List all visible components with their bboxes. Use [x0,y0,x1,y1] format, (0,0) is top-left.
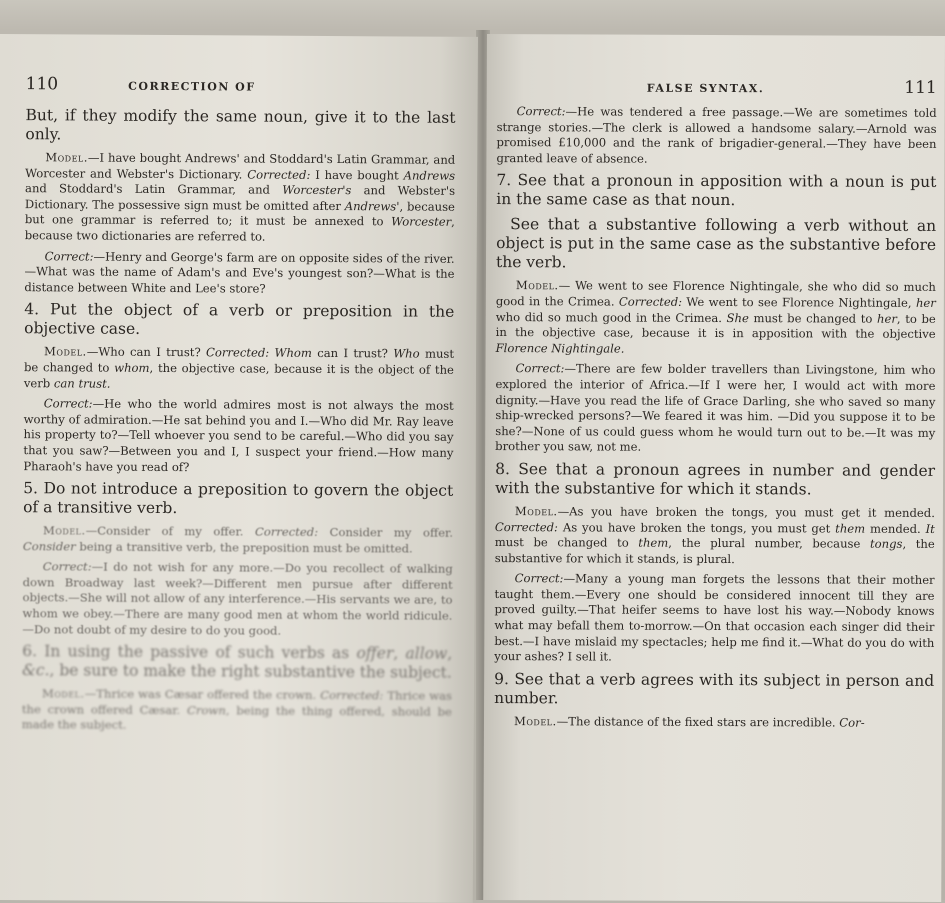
left-page [0,34,478,903]
model-paragraph: Model.—Who can I trust? Corrected: Whom can I trust? Who must be changed to whom, the objective case, because it is the object of the verb can trust. [23,344,455,391]
rule-text: But, if they modify the same noun, give it to the last only. [25,106,456,144]
model-paragraph: Model.—The distance of the fixed stars are incredible. Cor- [513,713,865,730]
page-number: 110 [25,74,59,95]
correct-paragraph: Correct:—Henry and George's farm are on opposite sides of the river.—What was the name of Adam's and Eve's youngest son?—What is the distance between White and Lee's store? [24,248,455,296]
rule-9: 9. See that a verb agrees with its subject in person and number. [494,669,935,708]
rule-5: 5. Do not introduce a preposition to govern the object of a transitive verb. [23,479,454,518]
model-paragraph: Model.—As you have broken the tongs, you must get it mended. Corrected: As you have broken the tongs, you must get them mended. It must be changed to them, the plural number, because tongs, the substantive for which it stands, is plural. [494,504,935,566]
rule-6: 6. In using the passive of such verbs as offer, allow, &c., be sure to make the right substantive the subject. [22,642,453,683]
rule-8: 8. See that a pronoun agrees in number and gender with the substantive for which it stands. [494,459,936,499]
rule-7: 7. See that a pronoun in apposition with a noun is put in the same case as that noun. [496,171,937,210]
correct-paragraph: Correct:—Many a young man forgets the lessons that their mother taught them.—Every one should be considered innocent till they are proved guilty.—That heifer seems to have lost his way.—Nobody knows what may befall them to-morrow.—On that occasion each singer did their best.—I have mislaid my spectacles; help me find it.—What do you do with your ashes? I sell it. [494,571,935,664]
correct-paragraph: Correct:—I do not wish for any more.—Do you recollect of walking down Broadway last week?—Different men pursue after different objects.—She will not allow of any interference.—His servants we are, to whom we obey.—There are many good men at whom the world ridicule.—Do not doubt of my desire to do you good. [22,559,453,638]
correct-paragraph: Correct:—He was tendered a free passage.—We are sometimes told strange stories.—The clerk is allowed a handsome salary.—Arnold was promised £10,000 and the rank of brigadier-general.—They have been granted leave of absence. [496,104,937,166]
correct-paragraph: Correct:—He who the world admires most is not always the most worthy of admiration.—He sat behind you and I.—Who did Mr. Ray leave his property to?—Tell whoever you send to be careful.—Who did you say that you saw?—Between you and I, I suspect your friend.—How many Pharaoh's have you read of? [23,396,454,474]
left-page-header [26,74,456,97]
running-head: FALSE SYNTAX. [646,81,765,96]
model-paragraph: Model.— We went to see Florence Nightingale, she who did so much good in the Crimea. Corrected: We went to see Florence Nightingale, her who did so much good in the Crimea. She must be changed to her, to be in the objective case, because it is in apposition with the objective Florence Nightingale. [495,278,936,356]
right-page [483,34,945,902]
right-page-header [497,76,937,98]
page-number: 111 [904,77,937,98]
rule-4: 4. Put the object of a verb or preposition in the objective case. [24,300,455,339]
model-paragraph: Model.—Consider of my offer. Corrected: Consider my offer. Consider being a transitive verb, the preposition must be omitted. [22,523,454,556]
model-paragraph: Model.—I have bought Andrews' and Stoddard's Latin Grammar, and Worcester and Webster's Dictionary. Corrected: I have bought Andrews and Stoddard's Latin Grammar, and Worcester's and Webster's Dictionary. The possessive sign must be omitted after Andrews', because but one grammar is referred to; it must be annexed to Worcester, because two dictionaries are referred to. [24,150,456,244]
correct-paragraph: Correct:—There are few bolder travellers than Livingstone, him who explored the interior of Africa.—If I were her, I would act with more dignity.—Have you read the life of Grace Darling, she who saved so many ship-wrecked persons?—We feared it was him. —Did you suppose it to be she?—None of us could guess whom he would turn out to be.—It was my brother you saw, not me. [495,361,936,454]
rule-7b: See that a substantive following a verb without an object is put in the same case as the substantive before the verb. [495,215,937,272]
model-paragraph: Model.—Thrice was Cæsar offered the crown. Corrected: Thrice was the crown offered Cæsar. Crown, being the thing offered, should be made the subject. [21,686,453,733]
running-head: CORRECTION OF [128,79,256,94]
